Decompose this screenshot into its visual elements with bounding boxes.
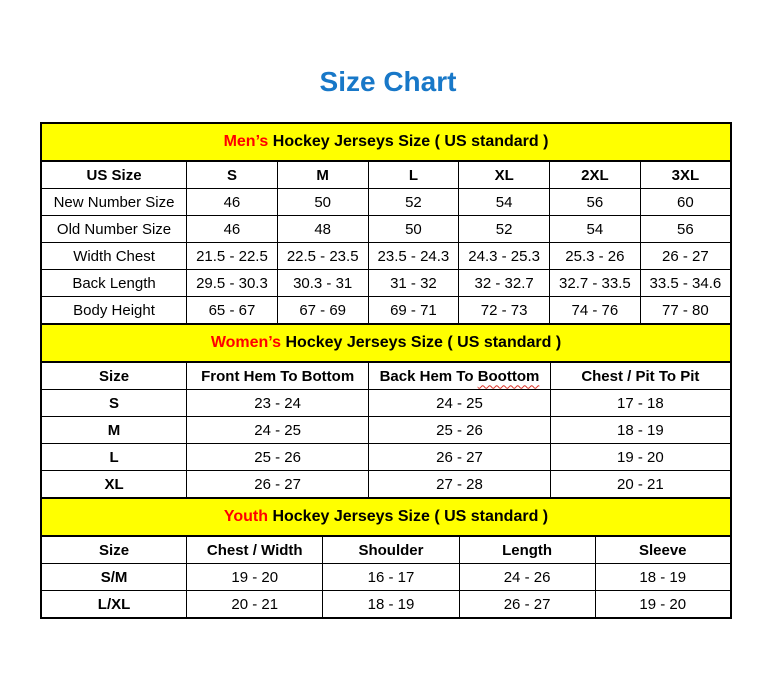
value-cell: 26 - 27 [369, 444, 550, 471]
row-label-cell: Body Height [41, 297, 187, 325]
value-cell: 33.5 - 34.6 [640, 270, 731, 297]
header-row [41, 536, 731, 564]
value-cell: 19 - 20 [595, 591, 731, 619]
value-cell: 23 - 24 [187, 390, 369, 417]
table-row [41, 243, 731, 270]
column-header-cell: M [277, 161, 368, 189]
column-header-cell: XL [459, 161, 550, 189]
value-cell: 24 - 25 [187, 417, 369, 444]
value-cell: 18 - 19 [323, 591, 459, 619]
table-row [41, 417, 731, 444]
value-cell: 52 [368, 189, 459, 216]
value-cell: 74 - 76 [550, 297, 641, 325]
table-row [41, 390, 731, 417]
value-cell: 17 - 18 [550, 390, 731, 417]
value-cell: 56 [550, 189, 641, 216]
womens-label-rest: Hockey Jerseys Size ( US standard ) [281, 334, 562, 351]
value-cell: 60 [640, 189, 731, 216]
value-cell: 50 [277, 189, 368, 216]
womens-size-table [40, 361, 732, 499]
table-row [41, 471, 731, 499]
youth-section [40, 497, 732, 619]
value-cell: 30.3 - 31 [277, 270, 368, 297]
row-label-cell: Width Chest [41, 243, 187, 270]
value-cell: 32.7 - 33.5 [550, 270, 641, 297]
column-header-cell: Chest / Pit To Pit [550, 362, 731, 390]
value-cell: 26 - 27 [640, 243, 731, 270]
womens-section [40, 323, 732, 499]
row-label-cell: Old Number Size [41, 216, 187, 243]
value-cell: 48 [277, 216, 368, 243]
column-header-cell: Sleeve [595, 536, 731, 564]
table-row [41, 297, 731, 325]
value-cell: 20 - 21 [550, 471, 731, 499]
column-header-cell: Back Hem To Boottom [369, 362, 550, 390]
column-header-cell: 2XL [550, 161, 641, 189]
column-header-cell: Front Hem To Bottom [187, 362, 369, 390]
value-cell: 24.3 - 25.3 [459, 243, 550, 270]
youth-label-highlight: Youth [223, 508, 268, 525]
youth-label-rest: Hockey Jerseys Size ( US standard ) [268, 508, 549, 525]
table-row [41, 591, 731, 619]
column-header-cell: Length [459, 536, 595, 564]
value-cell: 77 - 80 [640, 297, 731, 325]
table-row [41, 216, 731, 243]
womens-section-header [40, 323, 732, 363]
mens-section-header [40, 122, 732, 162]
column-header-cell: L [368, 161, 459, 189]
value-cell: 21.5 - 22.5 [187, 243, 278, 270]
column-header-cell: S [187, 161, 278, 189]
value-cell: 72 - 73 [459, 297, 550, 325]
value-cell: 65 - 67 [187, 297, 278, 325]
value-cell: 24 - 25 [369, 390, 550, 417]
row-label-cell: New Number Size [41, 189, 187, 216]
value-cell: 19 - 20 [187, 564, 323, 591]
value-cell: 16 - 17 [323, 564, 459, 591]
value-cell: 23.5 - 24.3 [368, 243, 459, 270]
table-row [41, 444, 731, 471]
row-label-cell: L/XL [41, 591, 187, 619]
value-cell: 22.5 - 23.5 [277, 243, 368, 270]
value-cell: 19 - 20 [550, 444, 731, 471]
value-cell: 54 [459, 189, 550, 216]
row-label-cell: M [41, 417, 187, 444]
value-cell: 54 [550, 216, 641, 243]
row-label-cell: S/M [41, 564, 187, 591]
row-label-cell: L [41, 444, 187, 471]
youth-size-table [40, 535, 732, 619]
value-cell: 24 - 26 [459, 564, 595, 591]
row-label-cell: S [41, 390, 187, 417]
womens-label-highlight: Women’s [210, 334, 282, 351]
value-cell: 56 [640, 216, 731, 243]
value-cell: 32 - 32.7 [459, 270, 550, 297]
value-cell: 26 - 27 [459, 591, 595, 619]
header-row [41, 362, 731, 390]
column-header-cell: Chest / Width [187, 536, 323, 564]
misspelled-word: Boottom [477, 367, 540, 385]
value-cell: 67 - 69 [277, 297, 368, 325]
mens-section [40, 122, 732, 325]
column-header-cell: Shoulder [323, 536, 459, 564]
value-cell: 27 - 28 [369, 471, 550, 499]
row-label-cell: XL [41, 471, 187, 499]
value-cell: 25 - 26 [187, 444, 369, 471]
value-cell: 29.5 - 30.3 [187, 270, 278, 297]
value-cell: 52 [459, 216, 550, 243]
table-row [41, 564, 731, 591]
size-chart [40, 122, 732, 619]
value-cell: 50 [368, 216, 459, 243]
column-header-cell: 3XL [640, 161, 731, 189]
table-row [41, 270, 731, 297]
value-cell: 18 - 19 [550, 417, 731, 444]
table-row [41, 189, 731, 216]
value-cell: 20 - 21 [187, 591, 323, 619]
value-cell: 18 - 19 [595, 564, 731, 591]
value-cell: 26 - 27 [187, 471, 369, 499]
mens-label-highlight: Men’s [223, 133, 269, 150]
row-label-cell: Back Length [41, 270, 187, 297]
value-cell: 25.3 - 26 [550, 243, 641, 270]
value-cell: 69 - 71 [368, 297, 459, 325]
value-cell: 31 - 32 [368, 270, 459, 297]
column-header-cell: Size [41, 536, 187, 564]
value-cell: 46 [187, 189, 278, 216]
column-header-cell: US Size [41, 161, 187, 189]
value-cell: 46 [187, 216, 278, 243]
header-row [41, 161, 731, 189]
youth-section-header [40, 497, 732, 537]
mens-label-rest: Hockey Jerseys Size ( US standard ) [268, 133, 549, 150]
value-cell: 25 - 26 [369, 417, 550, 444]
column-header-cell: Size [41, 362, 187, 390]
page-title: Size Chart [319, 66, 457, 97]
mens-size-table [40, 160, 732, 325]
